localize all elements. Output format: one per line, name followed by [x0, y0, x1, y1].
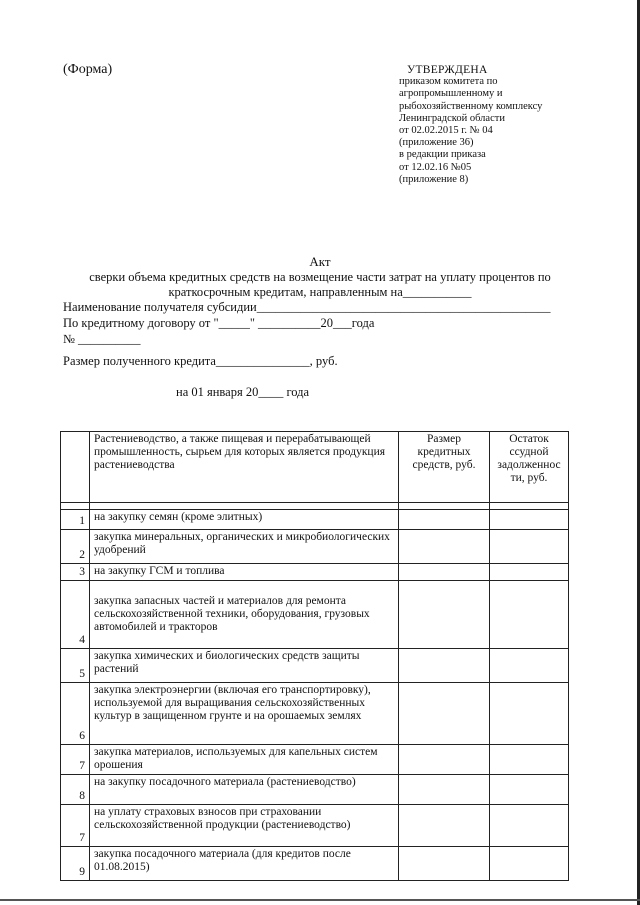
table-row	[61, 805, 569, 847]
recipient-field: Наименование получателя субсидии_______________________________________________	[63, 300, 551, 314]
document-title: Акт	[309, 254, 331, 269]
table-row	[61, 649, 569, 683]
approval-line: рыбохозяйственному комплексу	[399, 100, 543, 112]
form-label: (Форма)	[63, 62, 113, 77]
row-number: 5	[61, 649, 90, 683]
loan-balance-cell[interactable]	[490, 775, 569, 805]
row-description: закупка запасных частей и материалов для ремонта сельскохозяйственной техники, оборудования, грузовых автомобилей и тракторов	[90, 581, 399, 649]
row-number: 8	[61, 775, 90, 805]
loan-balance-cell[interactable]	[490, 564, 569, 581]
row-number: 4	[61, 581, 90, 649]
approval-line: (приложение 8)	[399, 173, 469, 185]
row-description: закупка электроэнергии (включая его транспортировку), используемой для выращивания сельскохозяйственных культур в защищенном грунте и на орошаемых землях	[90, 683, 399, 745]
row-description: на закупку ГСМ и топлива	[90, 564, 399, 581]
row-description: на закупку посадочного материала (растениеводство)	[90, 775, 399, 805]
row-number: 2	[61, 530, 90, 564]
row-description: на закупку семян (кроме элитных)	[90, 510, 399, 530]
loan-balance-cell[interactable]	[490, 510, 569, 530]
credit-amount-cell[interactable]	[399, 581, 490, 649]
row-number: 9	[61, 847, 90, 881]
amount-field: Размер полученного кредита_______________, руб.	[63, 354, 338, 368]
row-number: 3	[61, 564, 90, 581]
table-row	[61, 510, 569, 530]
approval-line: агропромышленному и	[399, 88, 503, 100]
row-description: закупка химических и биологических средств защиты растений	[90, 649, 399, 683]
credit-amount-cell[interactable]	[399, 564, 490, 581]
table-spacer-row	[61, 503, 569, 510]
row-description: закупка материалов, используемых для капельных систем орошения	[90, 745, 399, 775]
credit-amount-cell[interactable]	[399, 510, 490, 530]
table-row	[61, 745, 569, 775]
approval-block	[399, 64, 542, 186]
table-row	[61, 530, 569, 564]
table-row	[61, 775, 569, 805]
table-row	[61, 683, 569, 745]
document-subtitle: сверки объема кредитных средств на возмещение части затрат на уплату процентов по краткосрочным кредитам, направленным на___________	[89, 270, 551, 299]
header-credit-amount: Размер кредитных средств, руб.	[399, 432, 490, 503]
loan-balance-cell[interactable]	[490, 581, 569, 649]
table-row	[61, 581, 569, 649]
loan-balance-cell[interactable]	[490, 847, 569, 881]
row-number: 6	[61, 683, 90, 745]
approval-line: от 02.02.2015 г. № 04	[399, 125, 493, 137]
contract-field: По кредитному договору от "_____" __________20___года	[63, 316, 375, 330]
row-description: на уплату страховых взносов при страховании сельскохозяйственной продукции (растениеводство)	[90, 805, 399, 847]
credit-amount-cell[interactable]	[399, 745, 490, 775]
approval-line: (приложение 36)	[399, 137, 474, 149]
loan-balance-cell[interactable]	[490, 530, 569, 564]
loan-balance-cell[interactable]	[490, 649, 569, 683]
approval-line: в редакции приказа	[399, 149, 486, 161]
header-num-cell	[61, 432, 90, 503]
table-header-row	[61, 432, 569, 503]
as-of-date: на 01 января 20____ года	[176, 385, 310, 399]
approval-line: от 12.02.16 №05	[399, 161, 472, 173]
row-number: 7	[61, 745, 90, 775]
credit-amount-cell[interactable]	[399, 530, 490, 564]
loan-balance-cell[interactable]	[490, 805, 569, 847]
table-row	[61, 847, 569, 881]
credit-amount-cell[interactable]	[399, 847, 490, 881]
credit-amount-cell[interactable]	[399, 805, 490, 847]
fields-block	[63, 299, 550, 369]
row-description: закупка посадочного материала (для кредитов после 01.08.2015)	[90, 847, 399, 881]
loan-balance-cell[interactable]	[490, 683, 569, 745]
header-description: Растениеводство, а также пищевая и перерабатывающей промышленность, сырьем для которых является продукция растениеводства	[90, 432, 399, 503]
reconciliation-table	[60, 431, 569, 881]
table-row	[61, 564, 569, 581]
row-description: закупка минеральных, органических и микробиологических удобрений	[90, 530, 399, 564]
loan-balance-cell[interactable]	[490, 745, 569, 775]
scan-edge-bottom	[0, 899, 640, 901]
credit-amount-cell[interactable]	[399, 683, 490, 745]
approval-title: УТВЕРЖДЕНА	[407, 64, 488, 76]
approval-line: Ленинградской области	[399, 112, 505, 124]
header-loan-balance: Остаток ссудной задолженнос ти, руб.	[490, 432, 569, 503]
credit-amount-cell[interactable]	[399, 649, 490, 683]
row-number: 1	[61, 510, 90, 530]
row-number: 7	[61, 805, 90, 847]
credit-amount-cell[interactable]	[399, 775, 490, 805]
number-field: № __________	[63, 332, 141, 346]
approval-line: приказом комитета по	[399, 76, 498, 88]
